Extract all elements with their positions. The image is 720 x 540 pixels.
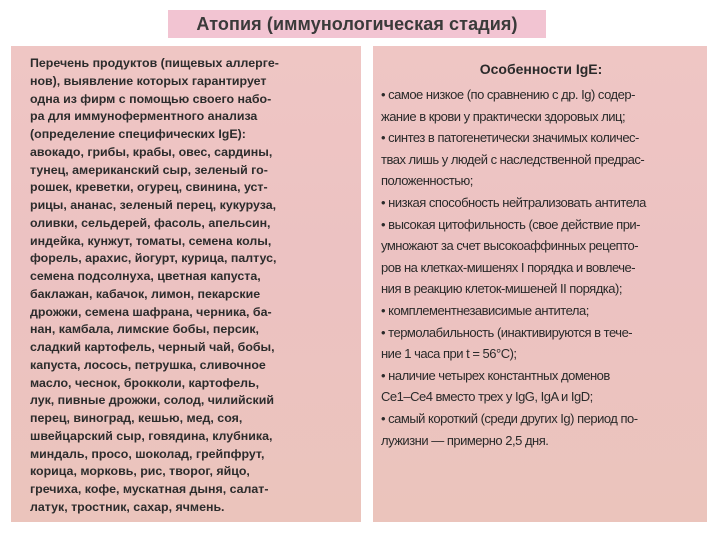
allergen-text-line: семена подсолнуха, цветная капуста, (30, 269, 261, 283)
ige-feature-line: • низкая способность нейтрализовать антитела (381, 194, 646, 210)
ige-feature-line: ров на клетках-мишенях I порядка и вовлече- (381, 259, 636, 275)
ige-feature-line: лужизни — примерно 2,5 дня. (381, 432, 549, 448)
ige-feature-line: Се1–Се4 вместо трех у IgG, IgA и IgD; (381, 389, 593, 405)
allergen-text-line: одна из фирм с помощью своего набо- (30, 91, 272, 106)
allergen-text-line: лук, пивные дрожжи, солод, чилийский (30, 393, 274, 408)
allergen-text-line: масло, чеснок, брокколи, картофель, (30, 375, 260, 390)
allergen-list-panel (11, 46, 361, 522)
allergen-text-line: (определение специфических IgE): (30, 127, 246, 141)
allergen-text-line: форель, арахис, йогурт, курица, палтус, (30, 251, 277, 266)
allergen-text-line: миндаль, просо, шоколад, грейпфрут, (30, 446, 265, 461)
ige-feature-line: • высокая цитофильность (свое действие при- (381, 216, 641, 232)
allergen-text-line: рицы, ананас, зеленый перец, кукуруза, (30, 198, 277, 212)
allergen-text-line: гречиха, кофе, мускатная дыня, салат- (30, 482, 269, 496)
allergen-text-line: нан, камбала, лимские бобы, персик, (30, 322, 260, 337)
allergen-text-line: нов), выявление которых гарантирует (30, 73, 267, 88)
allergen-text-line: авокадо, грибы, крабы, овес, сардины, (30, 144, 273, 159)
allergen-text-line: сладкий картофель, черный чай, бобы, (30, 340, 275, 354)
page-title: Атопия (иммунологическая стадия) (196, 13, 518, 34)
allergen-text-line: оливки, сельдерей, фасоль, апельсин, (30, 215, 271, 230)
allergen-text-line: швейцарский сыр, говядина, клубника, (30, 428, 273, 443)
allergen-text-line: тунец, американский сыр, зеленый го- (30, 162, 268, 177)
allergen-list-text (30, 55, 353, 517)
allergen-text-line: перец, виноград, кешью, мед, соя, (30, 411, 243, 425)
ige-feature-line: • самый короткий (среди других Ig) период по- (381, 410, 638, 426)
allergen-text-line: дрожжи, семена шафрана, черника, ба- (30, 304, 272, 319)
allergen-text-line: капуста, лосось, петрушка, сливочное (30, 357, 266, 372)
ige-features-heading: Особенности IgE: (479, 61, 603, 77)
allergen-text-line: рошек, креветки, огурец, свинина, уст- (30, 180, 268, 195)
allergen-text-line: Перечень продуктов (пищевых аллерге- (30, 56, 279, 70)
ige-feature-line: ния в реакцию клеток-мишеней II порядка); (381, 281, 622, 297)
ige-feature-line: умножают за счет высокоаффинных рецепто- (381, 238, 639, 254)
allergen-text-line: баклажан, кабачок, лимон, пекарские (30, 286, 261, 301)
allergen-text-line: индейка, кунжут, томаты, семена колы, (30, 233, 272, 248)
ige-feature-line: • комплементнезависимые антитела; (381, 302, 589, 318)
ige-feature-line: ние 1 часа при t = 56°С); (381, 346, 517, 362)
ige-feature-line: положенностью; (381, 173, 473, 189)
ige-features-panel (373, 46, 707, 522)
allergen-text-line: корица, морковь, рис, творог, яйцо, (30, 464, 250, 479)
ige-features-text (381, 84, 701, 451)
ige-feature-line: • синтез в патогенетически значимых количес- (381, 130, 639, 146)
ige-feature-line: • самое низкое (по сравнению с др. Ig) содер- (381, 87, 635, 102)
ige-feature-line: • термолабильность (инактивируются в тече- (381, 324, 633, 340)
ige-feature-line: жание в крови у практически здоровых лиц; (381, 108, 626, 124)
ige-feature-line: твах лишь у людей с наследственной предрас- (381, 151, 645, 167)
ige-feature-line: • наличие четырех константных доменов (381, 367, 610, 383)
title-banner (168, 10, 546, 38)
allergen-text-line: ра для иммуноферментного анализа (30, 109, 258, 124)
allergen-text-line: латук, тростник, сахар, ячмень. (30, 499, 225, 514)
